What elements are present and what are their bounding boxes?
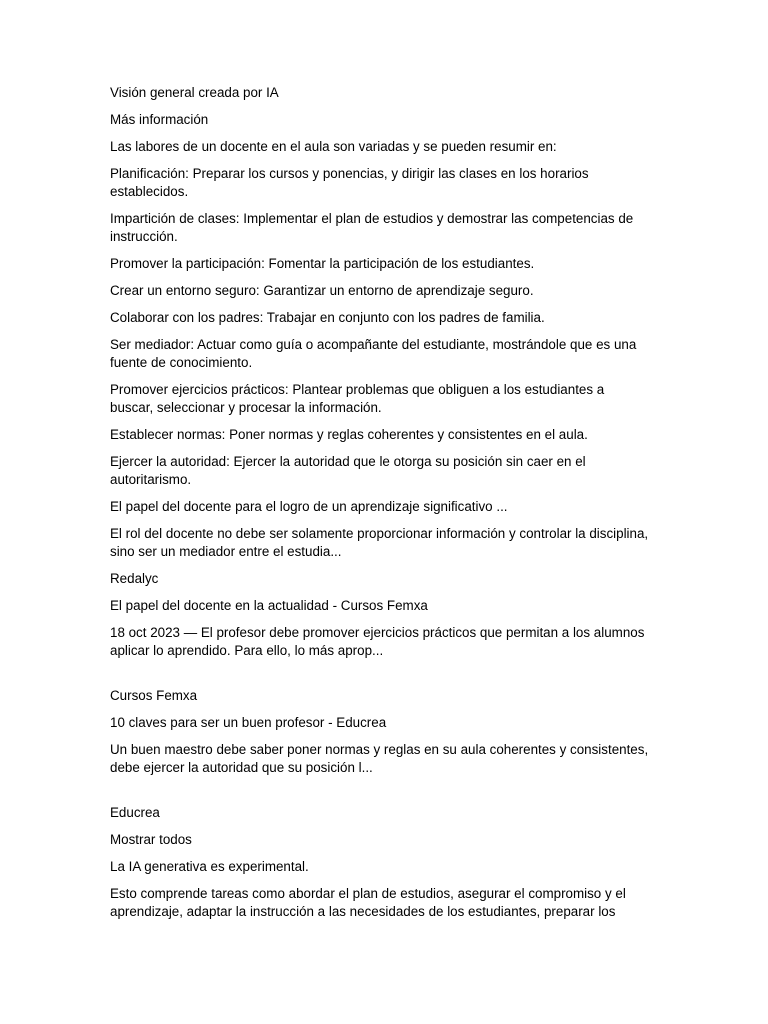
source-title-femxa: El papel del docente en la actualidad - Cursos Femxa <box>110 598 428 613</box>
experimental-notice: La IA generativa es experimental. <box>110 859 309 874</box>
source-name-educrea: Educrea <box>110 805 160 820</box>
source-title-redalyc: El papel del docente para el logro de un aprendizaje significativo ... <box>110 499 508 514</box>
closing-paragraph: Esto comprende tareas como abordar el plan de estudios, asegurar el compromiso y el aprendizaje, adaptar la instrucción a las necesidades de los estudiantes, preparar los <box>110 886 626 919</box>
source-title-educrea: 10 claves para ser un buen profesor - Educrea <box>110 715 387 730</box>
list-item-imparticion: Impartición de clases: Implementar el plan de estudios y demostrar las competencias de instrucción. <box>110 211 634 244</box>
source-snippet-femxa: 18 oct 2023 — El profesor debe promover ejercicios prácticos que permitan a los alumnos aplicar lo aprendido. Para ello, lo más aprop... <box>110 625 645 658</box>
source-name-femxa: Cursos Femxa <box>110 688 198 703</box>
intro-paragraph: Las labores de un docente en el aula son variadas y se pueden resumir en: <box>110 139 557 154</box>
blank-line <box>110 669 650 687</box>
list-item-autoridad: Ejercer la autoridad: Ejercer la autoridad que le otorga su posición sin caer en el autoritarismo. <box>110 454 586 487</box>
document-page <box>110 84 650 930</box>
blank-line <box>110 786 650 804</box>
source-snippet-educrea: Un buen maestro debe saber poner normas y reglas en su aula coherentes y consistentes, debe ejercer la autoridad que su posición l... <box>110 742 649 775</box>
list-item-entorno-seguro: Crear un entorno seguro: Garantizar un entorno de aprendizaje seguro. <box>110 283 534 298</box>
source-snippet-redalyc: El rol del docente no debe ser solamente proporcionar información y controlar la disciplina, sino ser un mediador entre el estudia... <box>110 526 649 559</box>
list-item-planificacion: Planificación: Preparar los cursos y ponencias, y dirigir las clases en los horarios establecidos. <box>110 166 589 199</box>
list-item-mediador: Ser mediador: Actuar como guía o acompañante del estudiante, mostrándole que es una fuente de conocimiento. <box>110 337 637 370</box>
list-item-normas: Establecer normas: Poner normas y reglas coherentes y consistentes en el aula. <box>110 427 588 442</box>
source-name-redalyc: Redalyc <box>110 571 159 586</box>
more-info-label: Más información <box>110 112 209 127</box>
list-item-ejercicios: Promover ejercicios prácticos: Plantear problemas que obliguen a los estudiantes a buscar, seleccionar y procesar la información. <box>110 382 605 415</box>
show-all-label: Mostrar todos <box>110 832 192 847</box>
ai-overview-heading: Visión general creada por IA <box>110 85 279 100</box>
list-item-participacion: Promover la participación: Fomentar la participación de los estudiantes. <box>110 256 535 271</box>
list-item-padres: Colaborar con los padres: Trabajar en conjunto con los padres de familia. <box>110 310 545 325</box>
